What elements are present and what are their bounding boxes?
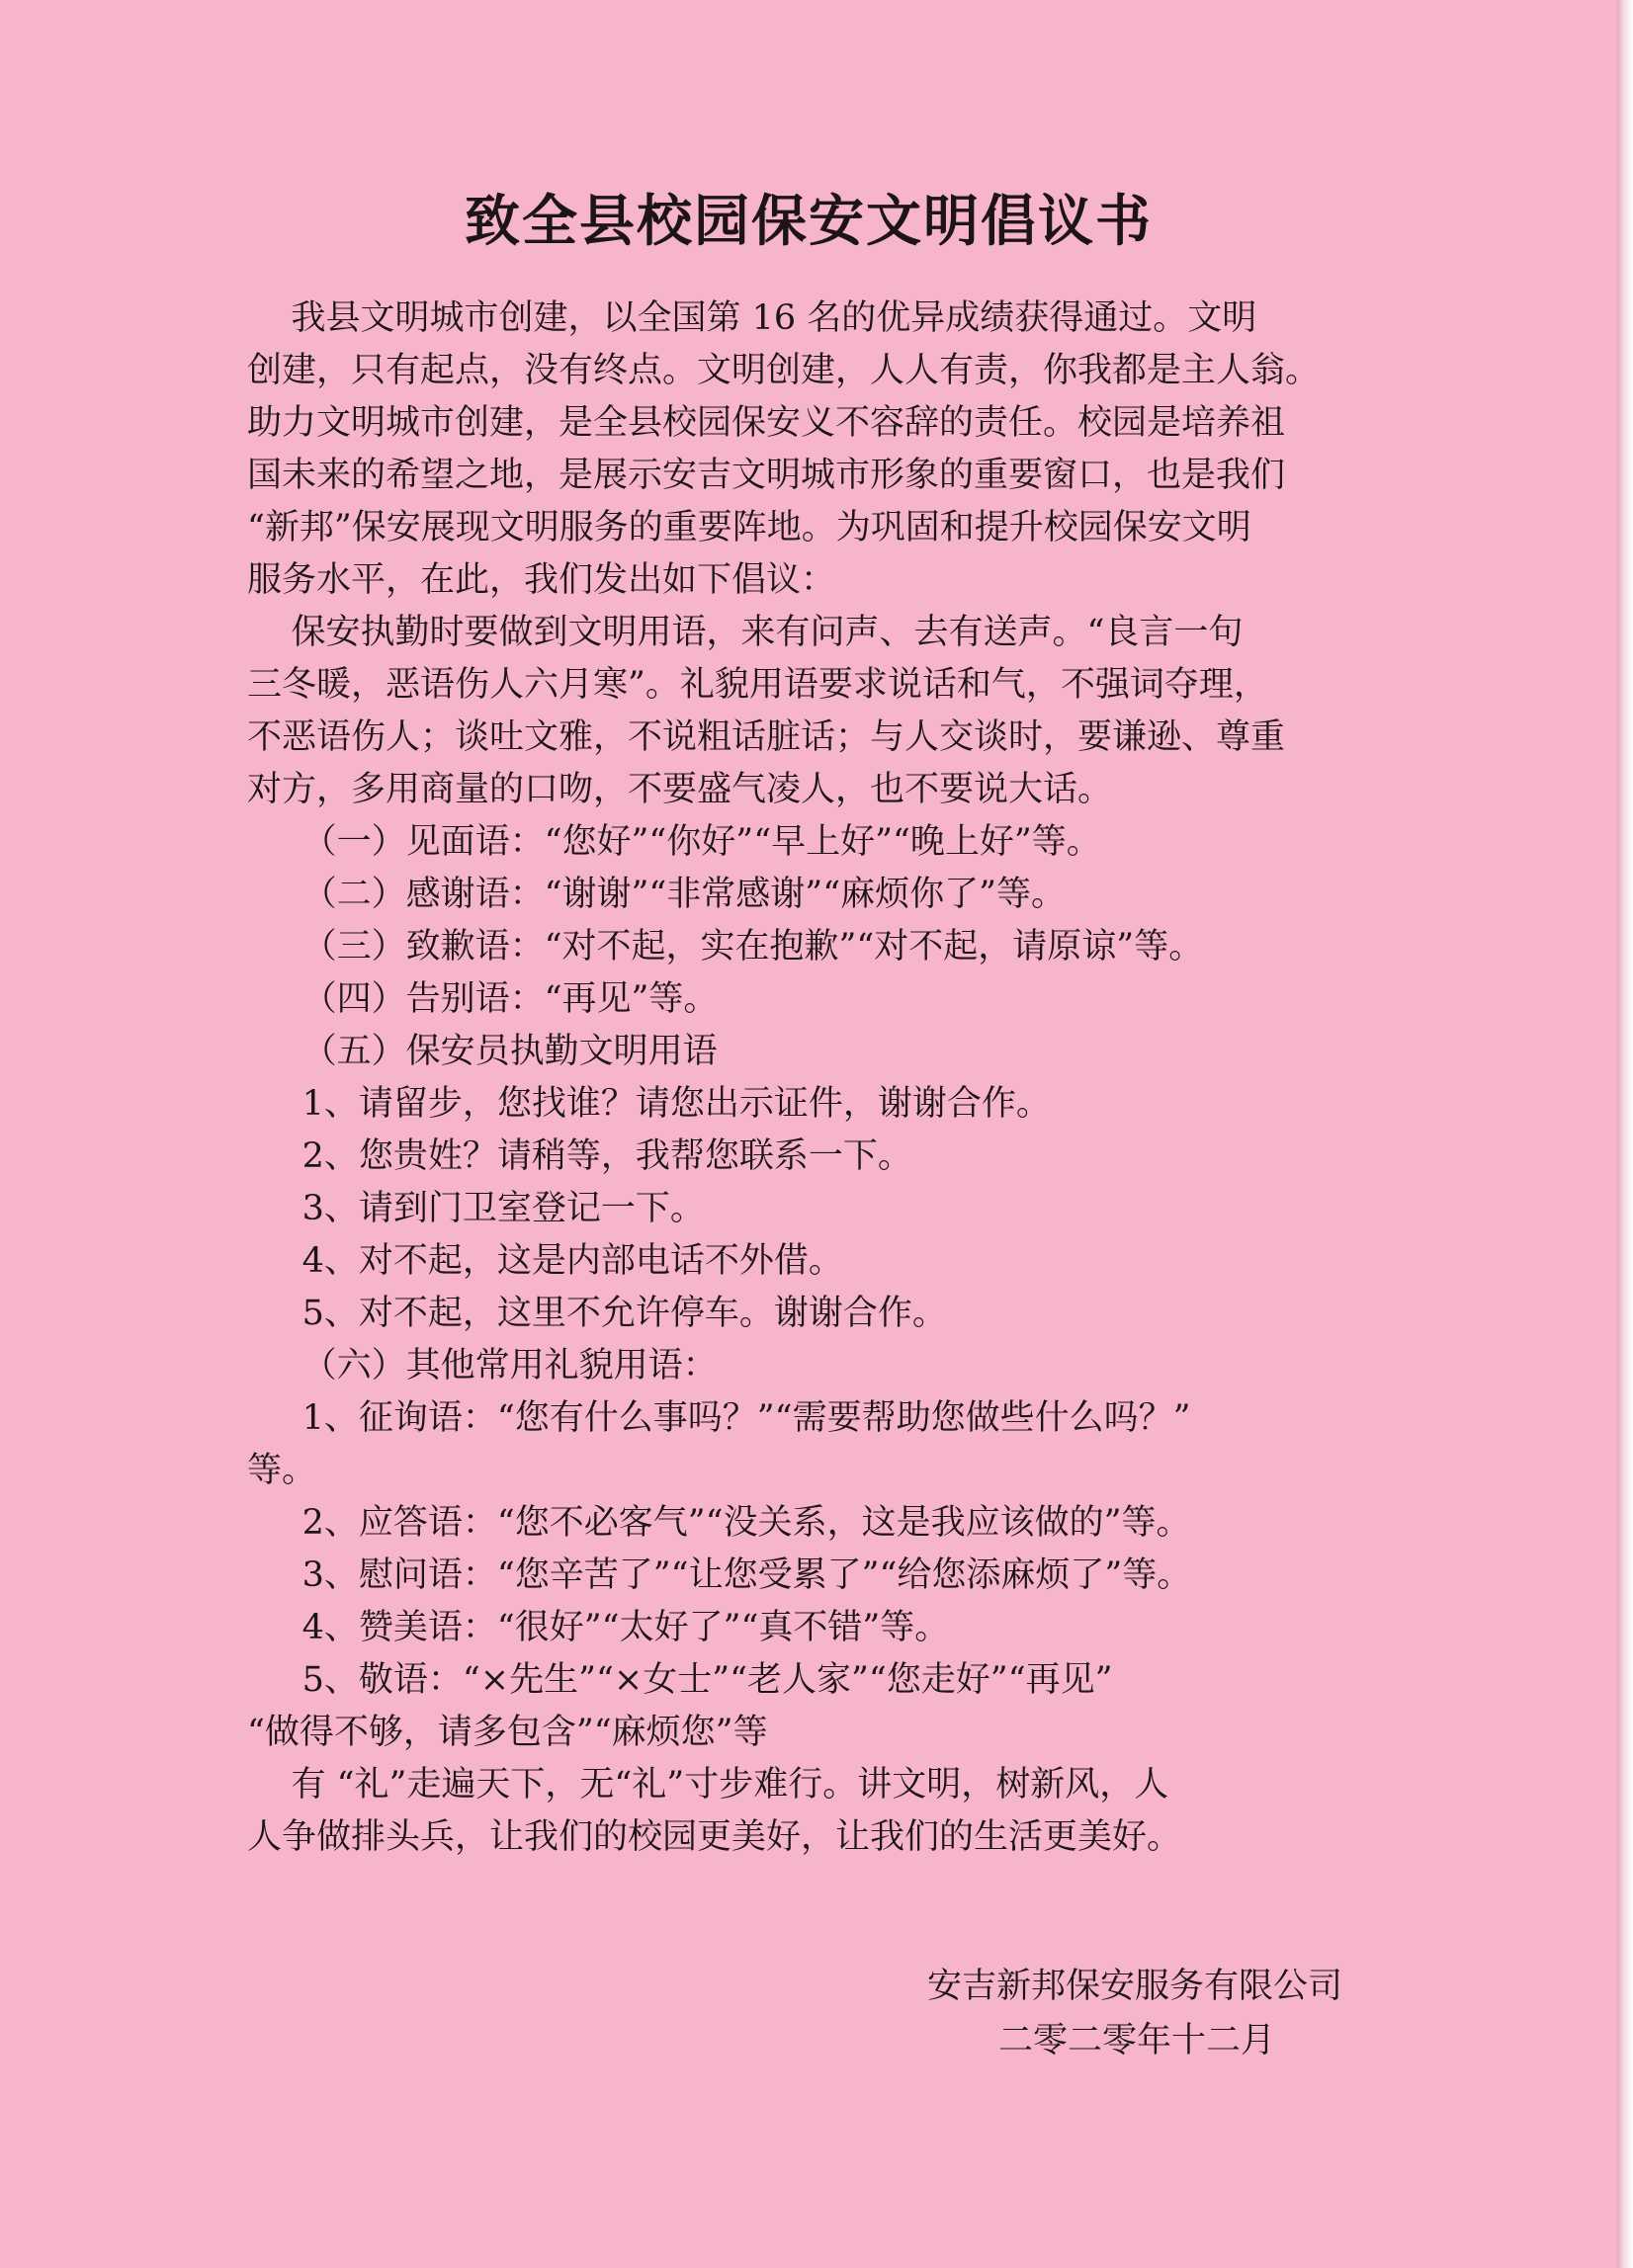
body-line: （一）见面语：“您好”“你好”“早上好”“晚上好”等。 (247, 822, 1101, 862)
body-line: “新邦”保安展现文明服务的重要阵地。为巩固和提升校园保安文明 (247, 508, 1251, 547)
body-line: （二）感谢语：“谢谢”“非常感谢”“麻烦你了”等。 (247, 875, 1066, 914)
body-line: （三）致歉语：“对不起，实在抱歉”“对不起，请原谅”等。 (247, 927, 1204, 966)
body-line: （四）告别语：“再见”等。 (247, 979, 719, 1019)
body-line: 有 “礼”走遍天下，无“礼”寸步难行。讲文明，树新风，人 (247, 1765, 1169, 1805)
body-line: 2、应答语：“您不必客气”“没关系，这是我应该做的”等。 (247, 1503, 1191, 1543)
body-line: 3、请到门卫室登记一下。 (247, 1189, 705, 1228)
body-line: 3、慰问语：“您辛苦了”“让您受累了”“给您添麻烦了”等。 (247, 1555, 1192, 1595)
body-line: 国未来的希望之地，是展示安吉文明城市形象的重要窗口，也是我们 (247, 456, 1286, 495)
page-edge (1617, 0, 1633, 2268)
body-line: 对方，多用商量的口吻，不要盛气凌人，也不要说大话。 (247, 770, 1113, 809)
body-line: 1、征询语：“您有什么事吗？”“需要帮助您做些什么吗？” (247, 1398, 1191, 1438)
body-line: 5、对不起，这里不允许停车。谢谢合作。 (247, 1294, 947, 1333)
body-line: 5、敬语：“×先生”“×女士”“老人家”“您走好”“再见” (247, 1660, 1113, 1700)
body-line: 服务水平，在此，我们发出如下倡议： (247, 560, 836, 600)
body-line: （六）其他常用礼貌用语： (247, 1346, 718, 1386)
body-line: 4、赞美语：“很好”“太好了”“真不错”等。 (247, 1608, 950, 1647)
body-line: 三冬暖，恶语伤人六月寒”。礼貌用语要求说话和气，不强词夺理， (247, 665, 1268, 705)
signature-date: 二零二零年十二月 (998, 2021, 1276, 2060)
body-line: 4、对不起，这是内部电话不外借。 (247, 1241, 843, 1281)
body-line: （五）保安员执勤文明用语 (247, 1032, 718, 1071)
body-line: 1、请留步，您找谁？请您出示证件，谢谢合作。 (247, 1084, 1051, 1124)
body-line: 创建，只有起点，没有终点。文明创建，人人有责，你我都是主人翁。 (247, 351, 1321, 390)
body-line: 人争做排头兵，让我们的校园更美好，让我们的生活更美好。 (247, 1817, 1182, 1857)
document-title: 致全县校园保安文明倡议书 (465, 190, 1153, 254)
body-line: “做得不够，请多包含”“麻烦您”等 (247, 1713, 768, 1752)
body-line: 助力文明城市创建，是全县校园保安义不容辞的责任。校园是培养祖 (247, 403, 1286, 443)
body-line: 等。 (247, 1451, 317, 1490)
signature-company: 安吉新邦保安服务有限公司 (927, 1967, 1343, 2006)
body-line: 不恶语伤人；谈吐文雅，不说粗话脏话；与人交谈时，要谦逊、尊重 (247, 717, 1286, 757)
body-line: 保安执勤时要做到文明用语，来有问声、去有送声。“良言一句 (247, 613, 1244, 652)
body-line: 2、您贵姓？请稍等，我帮您联系一下。 (247, 1136, 912, 1176)
body-line: 我县文明城市创建，以全国第 16 名的优异成绩获得通过。文明 (247, 298, 1257, 338)
